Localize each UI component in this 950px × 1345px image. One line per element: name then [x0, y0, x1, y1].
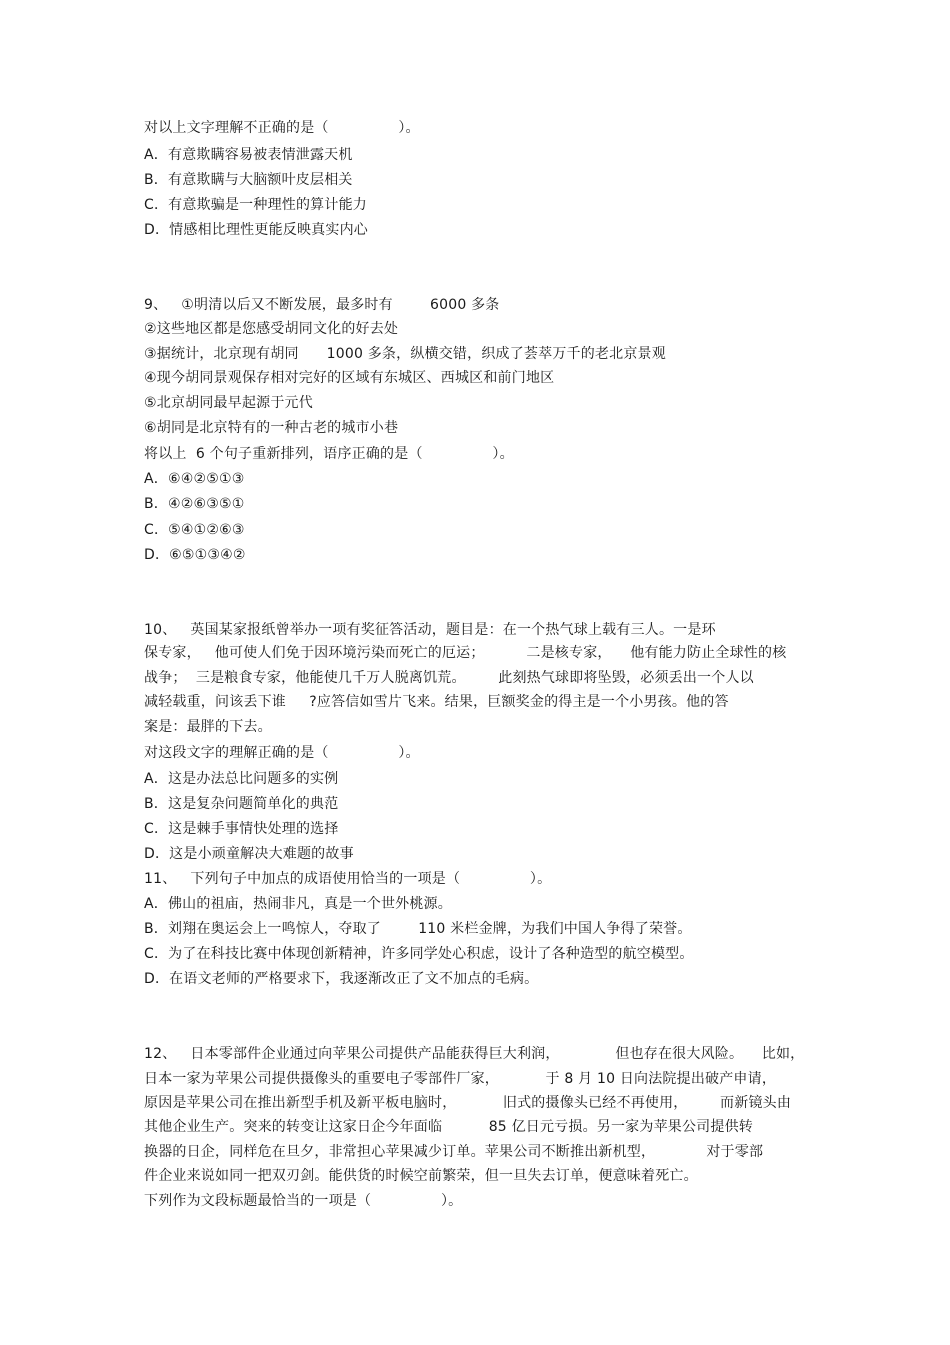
q9-sentence-5: ⑤北京胡同最早起源于元代: [144, 395, 313, 411]
q9-option-b: B．④②⑥③⑤①: [144, 496, 245, 512]
q10-passage-line-5: 案是：最胖的下去。: [144, 719, 272, 735]
q10-prompt: 对这段文字的理解正确的是（ ）。: [144, 745, 420, 761]
q8-option-a: A．有意欺瞒容易被表情泄露天机: [144, 147, 353, 163]
q9-option-c: C．⑤④①②⑥③: [144, 522, 245, 538]
q12-passage-line-5: 换器的日企，同样危在旦夕，非常担心苹果减少订单。苹果公司不断推出新机型， 对于零部: [144, 1144, 764, 1160]
q12-prompt: 下列作为文段标题最恰当的一项是（ ）。: [144, 1193, 463, 1209]
q8-option-c: C．有意欺骗是一种理性的算计能力: [144, 197, 367, 213]
q8-prompt: 对以上文字理解不正确的是（ ）。: [144, 120, 420, 136]
q8-option-b: B．有意欺瞒与大脑额叶皮层相关: [144, 172, 353, 188]
q9-sentence-1: 9、 ①明清以后又不断发展，最多时有 6000 多条: [144, 297, 500, 313]
q9-sentence-4: ④现今胡同景观保存相对完好的区域有东城区、西城区和前门地区: [144, 370, 555, 386]
q10-option-a: A．这是办法总比问题多的实例: [144, 771, 339, 787]
q10-passage-line-3: 战争； 三是粮食专家，他能使几千万人脱离饥荒。 此刻热气球即将坠毁，必须丢出一个人以: [144, 670, 754, 686]
q12-passage-line-3: 原因是苹果公司在推出新型手机及新平板电脑时， 旧式的摄像头已经不再使用， 而新镜头由: [144, 1095, 792, 1111]
q11-option-d: D．在语文老师的严格要求下，我逐渐改正了文不加点的毛病。: [144, 971, 539, 987]
q9-sentence-2: ②这些地区都是您感受胡同文化的好去处: [144, 321, 399, 337]
q10-option-d: D．这是小顽童解决大难题的故事: [144, 846, 354, 862]
q11-option-b: B．刘翔在奥运会上一鸣惊人，夺取了 110 米栏金牌，为我们中国人争得了荣誉。: [144, 921, 692, 937]
q12-passage-line-6: 件企业来说如同一把双刃剑。能供货的时候空前繁荣，但一旦失去订单，便意味着死亡。: [144, 1168, 698, 1184]
q9-prompt: 将以上 6 个句子重新排列，语序正确的是（ ）。: [144, 446, 514, 462]
q12-passage-line-1: 12、 日本零部件企业通过向苹果公司提供产品能获得巨大利润， 但也存在很大风险。 比如，: [144, 1046, 805, 1062]
q12-passage-line-2: 日本一家为苹果公司提供摄像头的重要电子零部件厂家， 于 8 月 10 日向法院提出破产申请，: [144, 1071, 777, 1087]
q10-option-c: C．这是棘手事情快处理的选择: [144, 821, 339, 837]
q11-option-c: C．为了在科技比赛中体现创新精神，许多同学处心积虑，设计了各种造型的航空模型。: [144, 946, 694, 962]
q8-option-d: D．情感相比理性更能反映真实内心: [144, 222, 368, 238]
q10-passage-line-1: 10、 英国某家报纸曾举办一项有奖征答活动，题目是：在一个热气球上载有三人。一是环: [144, 622, 716, 638]
q10-option-b: B．这是复杂问题简单化的典范: [144, 796, 339, 812]
q9-option-d: D．⑥⑤①③④②: [144, 547, 246, 563]
q9-sentence-6: ⑥胡同是北京特有的一种古老的城市小巷: [144, 420, 399, 436]
q12-passage-line-4: 其他企业生产。突来的转变让这家日企今年面临 85 亿日元亏损。另一家为苹果公司提供转: [144, 1119, 753, 1135]
q10-passage-line-2: 保专家， 他可使人们免于因环境污染而死亡的厄运； 二是核专家， 他有能力防止全球性的核: [144, 645, 787, 661]
q11-option-a: A．佛山的祖庙，热闹非凡，真是一个世外桃源。: [144, 896, 452, 912]
q11-prompt: 11、 下列句子中加点的成语使用恰当的一项是（ ）。: [144, 871, 552, 887]
q9-option-a: A．⑥④②⑤①③: [144, 471, 245, 487]
q10-passage-line-4: 减轻载重，问该丢下谁 ?应答信如雪片飞来。结果，巨额奖金的得主是一个小男孩。他的答: [144, 694, 729, 710]
q9-sentence-3: ③据统计，北京现有胡同 1000 多条，纵横交错，织成了荟萃万千的老北京景观: [144, 346, 666, 362]
